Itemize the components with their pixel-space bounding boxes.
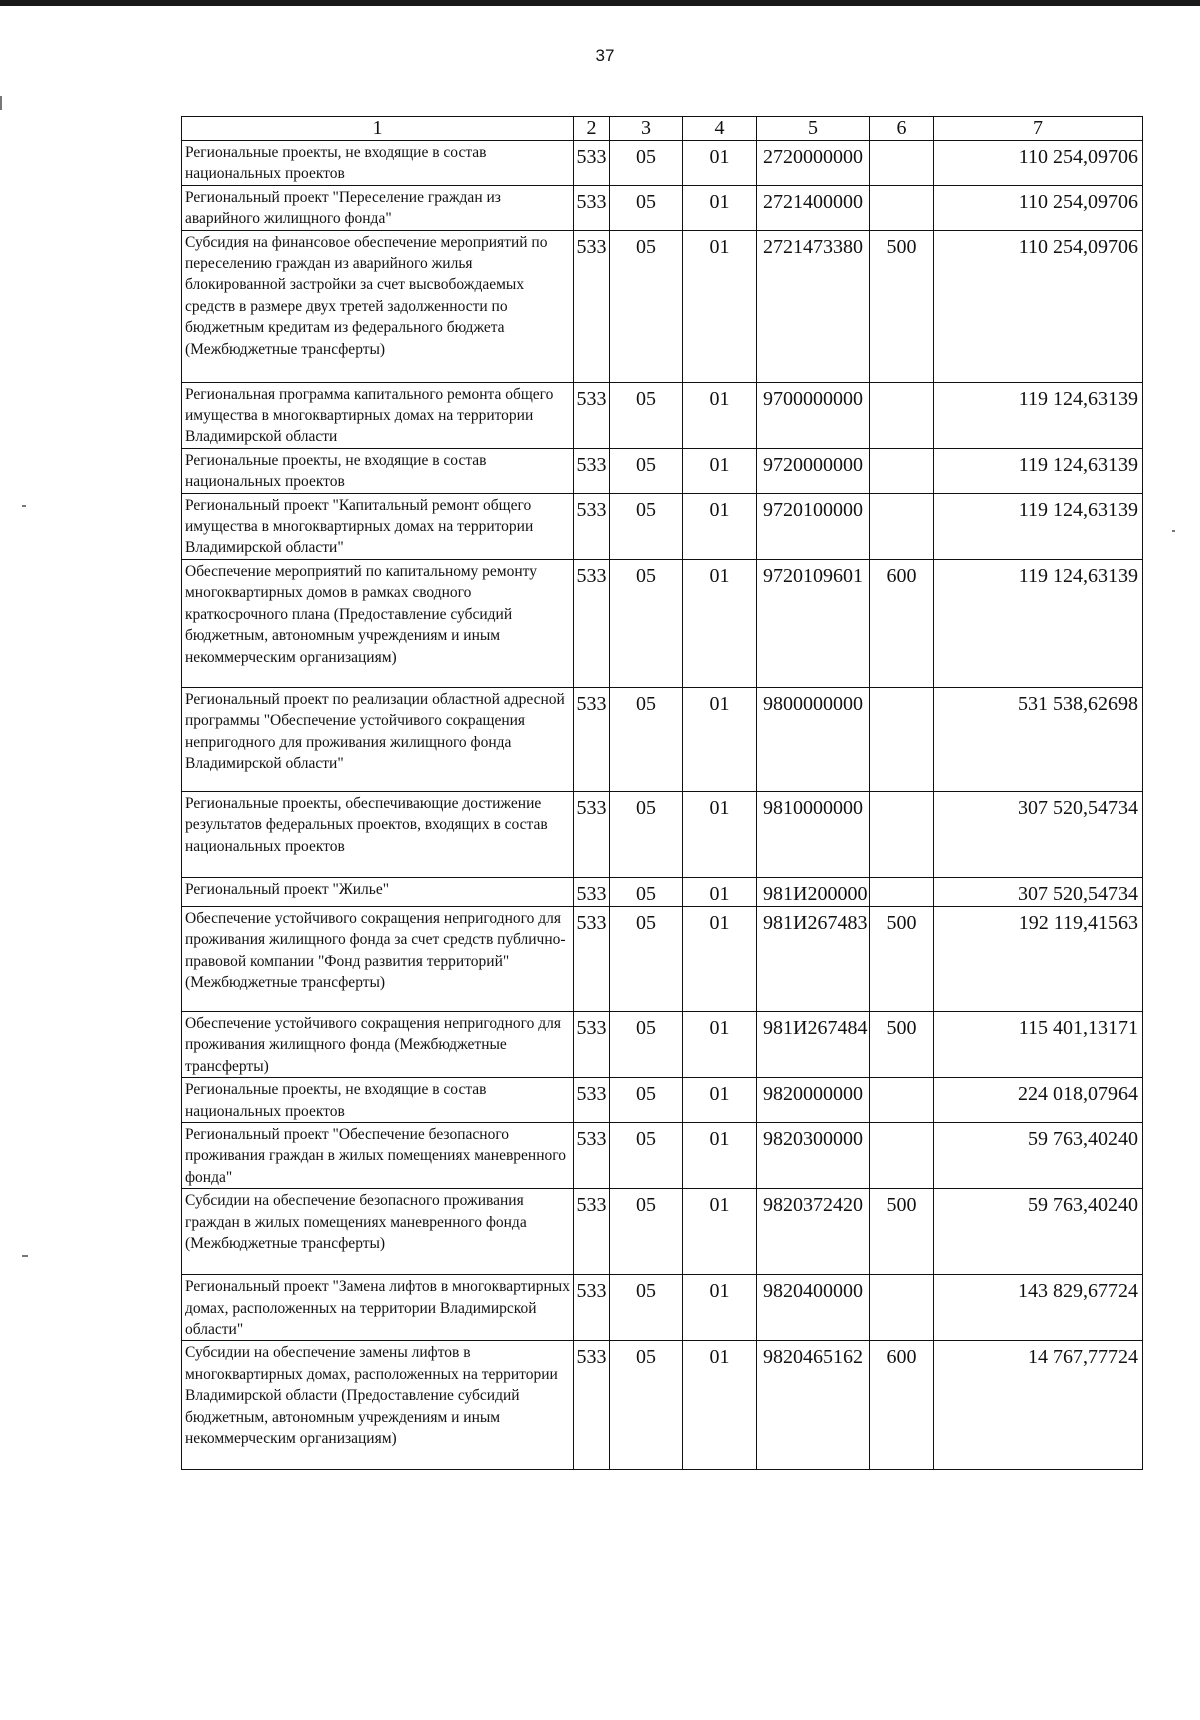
row-expense-type-cell: 500: [870, 1011, 934, 1077]
row-name-cell: Региональный проект по реализации областной адресной программы "Обеспечение устойчивого сокращения непригодного для проживания жилищного фонда Владимирской области": [182, 687, 574, 791]
row-amount-cell: 59 763,40240: [934, 1189, 1143, 1275]
row-expense-type-cell: [870, 791, 934, 877]
row-amount-cell: 14 767,77724: [934, 1341, 1143, 1470]
column-header: 1: [182, 117, 574, 141]
scan-mark: [22, 1255, 28, 1257]
row-name-cell: Обеспечение мероприятий по капитальному ремонту многоквартирных домов в рамках сводного краткосрочного плана (Предоставление субсидий бюджетным, автономным учреждениям и иным некоммерческим организациям): [182, 559, 574, 687]
row-name-cell: Региональный проект "Переселение граждан из аварийного жилищного фонда": [182, 185, 574, 230]
row-subsection-cell: 01: [683, 1122, 757, 1188]
row-admin-code-cell: 533: [574, 906, 610, 1011]
row-admin-code-cell: 533: [574, 141, 610, 186]
row-expense-type-cell: [870, 877, 934, 906]
table-row: [182, 382, 1143, 448]
row-section-cell: 05: [610, 493, 683, 559]
row-subsection-cell: 01: [683, 559, 757, 687]
row-amount-cell: 307 520,54734: [934, 791, 1143, 877]
row-section-cell: 05: [610, 1078, 683, 1123]
row-expense-type-cell: 600: [870, 559, 934, 687]
row-admin-code-cell: 533: [574, 1341, 610, 1470]
row-admin-code-cell: 533: [574, 1078, 610, 1123]
row-subsection-cell: 01: [683, 448, 757, 493]
row-expense-type-cell: [870, 1275, 934, 1341]
row-name-cell: Субсидии на обеспечение замены лифтов в многоквартирных домах, расположенных на территории Владимирской области (Предоставление субсидий бюджетным, автономным учреждениям и иным некоммерческим организациям): [182, 1341, 574, 1470]
row-target-article-cell: 981И267483: [757, 906, 870, 1011]
row-target-article-cell: 9720100000: [757, 493, 870, 559]
row-subsection-cell: 01: [683, 1189, 757, 1275]
row-target-article-cell: 9820400000: [757, 1275, 870, 1341]
page-number: 37: [595, 46, 615, 65]
row-section-cell: 05: [610, 141, 683, 186]
row-target-article-cell: 2720000000: [757, 141, 870, 186]
table-row: [182, 141, 1143, 186]
row-expense-type-cell: 600: [870, 1341, 934, 1470]
row-subsection-cell: 01: [683, 1078, 757, 1123]
table-row: [182, 185, 1143, 230]
row-admin-code-cell: 533: [574, 448, 610, 493]
row-admin-code-cell: 533: [574, 1011, 610, 1077]
row-section-cell: 05: [610, 1275, 683, 1341]
table-row: [182, 448, 1143, 493]
row-section-cell: 05: [610, 559, 683, 687]
row-target-article-cell: 2721473380: [757, 230, 870, 382]
row-amount-cell: 224 018,07964: [934, 1078, 1143, 1123]
budget-table: [181, 116, 1143, 1470]
column-header: 6: [870, 117, 934, 141]
table-row: [182, 1275, 1143, 1341]
row-subsection-cell: 01: [683, 230, 757, 382]
row-section-cell: 05: [610, 687, 683, 791]
row-name-cell: Региональный проект "Обеспечение безопасного проживания граждан в жилых помещениях маневренного фонда": [182, 1122, 574, 1188]
scan-mark: [22, 505, 26, 507]
row-subsection-cell: 01: [683, 1275, 757, 1341]
row-name-cell: Региональные проекты, не входящие в состав национальных проектов: [182, 141, 574, 186]
table-row: [182, 559, 1143, 687]
scan-mark: [0, 96, 2, 110]
row-name-cell: Региональный проект "Замена лифтов в многоквартирных домах, расположенных на территории Владимирской области": [182, 1275, 574, 1341]
row-expense-type-cell: 500: [870, 1189, 934, 1275]
row-amount-cell: 192 119,41563: [934, 906, 1143, 1011]
row-admin-code-cell: 533: [574, 791, 610, 877]
row-amount-cell: 119 124,63139: [934, 559, 1143, 687]
row-section-cell: 05: [610, 906, 683, 1011]
row-subsection-cell: 01: [683, 687, 757, 791]
row-expense-type-cell: [870, 382, 934, 448]
row-subsection-cell: 01: [683, 877, 757, 906]
row-target-article-cell: 9720109601: [757, 559, 870, 687]
row-expense-type-cell: [870, 1122, 934, 1188]
row-expense-type-cell: 500: [870, 230, 934, 382]
table-row: [182, 687, 1143, 791]
row-subsection-cell: 01: [683, 906, 757, 1011]
column-header: 7: [934, 117, 1143, 141]
row-section-cell: 05: [610, 1122, 683, 1188]
row-name-cell: Региональный проект "Жилье": [182, 877, 574, 906]
row-admin-code-cell: 533: [574, 1189, 610, 1275]
row-amount-cell: 59 763,40240: [934, 1122, 1143, 1188]
row-amount-cell: 119 124,63139: [934, 448, 1143, 493]
row-name-cell: Обеспечение устойчивого сокращения непригодного для проживания жилищного фонда (Межбюджетные трансферты): [182, 1011, 574, 1077]
row-subsection-cell: 01: [683, 1341, 757, 1470]
scan-top-edge: [0, 0, 1200, 6]
table-row: [182, 1341, 1143, 1470]
row-amount-cell: 307 520,54734: [934, 877, 1143, 906]
row-target-article-cell: 2721400000: [757, 185, 870, 230]
row-admin-code-cell: 533: [574, 687, 610, 791]
row-name-cell: Региональная программа капитального ремонта общего имущества в многоквартирных домах на территории Владимирской области: [182, 382, 574, 448]
row-target-article-cell: 9800000000: [757, 687, 870, 791]
row-expense-type-cell: [870, 687, 934, 791]
row-name-cell: Субсидии на обеспечение безопасного проживания граждан в жилых помещениях маневренного фонда (Межбюджетные трансферты): [182, 1189, 574, 1275]
row-amount-cell: 143 829,67724: [934, 1275, 1143, 1341]
row-amount-cell: 119 124,63139: [934, 493, 1143, 559]
row-admin-code-cell: 533: [574, 382, 610, 448]
row-admin-code-cell: 533: [574, 1275, 610, 1341]
row-admin-code-cell: 533: [574, 877, 610, 906]
row-subsection-cell: 01: [683, 1011, 757, 1077]
row-name-cell: Обеспечение устойчивого сокращения непригодного для проживания жилищного фонда за счет средств публично-правовой компании "Фонд развития территорий" (Межбюджетные трансферты): [182, 906, 574, 1011]
row-target-article-cell: 9810000000: [757, 791, 870, 877]
row-section-cell: 05: [610, 1189, 683, 1275]
row-target-article-cell: 981И200000: [757, 877, 870, 906]
column-header: 3: [610, 117, 683, 141]
column-header: 2: [574, 117, 610, 141]
row-section-cell: 05: [610, 1341, 683, 1470]
row-target-article-cell: 9820465162: [757, 1341, 870, 1470]
table-row: [182, 1122, 1143, 1188]
row-amount-cell: 110 254,09706: [934, 185, 1143, 230]
row-amount-cell: 110 254,09706: [934, 230, 1143, 382]
row-amount-cell: 115 401,13171: [934, 1011, 1143, 1077]
row-name-cell: Региональные проекты, обеспечивающие достижение результатов федеральных проектов, входящих в состав национальных проектов: [182, 791, 574, 877]
row-name-cell: Региональные проекты, не входящие в состав национальных проектов: [182, 1078, 574, 1123]
table-row: [182, 906, 1143, 1011]
table-header-row: [182, 117, 1143, 141]
table-row: [182, 1011, 1143, 1077]
row-section-cell: 05: [610, 448, 683, 493]
row-target-article-cell: 9820300000: [757, 1122, 870, 1188]
row-target-article-cell: 981И267484: [757, 1011, 870, 1077]
row-admin-code-cell: 533: [574, 493, 610, 559]
row-section-cell: 05: [610, 382, 683, 448]
row-amount-cell: 531 538,62698: [934, 687, 1143, 791]
row-expense-type-cell: [870, 1078, 934, 1123]
row-expense-type-cell: [870, 141, 934, 186]
column-header: 5: [757, 117, 870, 141]
row-amount-cell: 110 254,09706: [934, 141, 1143, 186]
row-target-article-cell: 9820372420: [757, 1189, 870, 1275]
row-target-article-cell: 9720000000: [757, 448, 870, 493]
table-row: [182, 791, 1143, 877]
row-section-cell: 05: [610, 791, 683, 877]
scan-mark: [1172, 530, 1175, 532]
table-row: [182, 493, 1143, 559]
row-expense-type-cell: [870, 185, 934, 230]
row-name-cell: Региональный проект "Капитальный ремонт общего имущества в многоквартирных домах на территории Владимирской области": [182, 493, 574, 559]
row-section-cell: 05: [610, 185, 683, 230]
row-target-article-cell: 9820000000: [757, 1078, 870, 1123]
row-subsection-cell: 01: [683, 382, 757, 448]
row-target-article-cell: 9700000000: [757, 382, 870, 448]
row-admin-code-cell: 533: [574, 559, 610, 687]
row-section-cell: 05: [610, 230, 683, 382]
row-subsection-cell: 01: [683, 791, 757, 877]
row-subsection-cell: 01: [683, 185, 757, 230]
table-row: [182, 230, 1143, 382]
row-name-cell: Региональные проекты, не входящие в состав национальных проектов: [182, 448, 574, 493]
column-header: 4: [683, 117, 757, 141]
row-amount-cell: 119 124,63139: [934, 382, 1143, 448]
row-expense-type-cell: [870, 448, 934, 493]
row-subsection-cell: 01: [683, 141, 757, 186]
row-admin-code-cell: 533: [574, 185, 610, 230]
row-admin-code-cell: 533: [574, 1122, 610, 1188]
row-admin-code-cell: 533: [574, 230, 610, 382]
row-name-cell: Субсидия на финансовое обеспечение мероприятий по переселению граждан из аварийного жилья блокированной застройки за счет высвобождаемых средств в размере двух третей задолженности по бюджетным кредитам из федерального бюджета (Межбюджетные трансферты): [182, 230, 574, 382]
row-expense-type-cell: [870, 493, 934, 559]
row-section-cell: 05: [610, 1011, 683, 1077]
table-row: [182, 1078, 1143, 1123]
table-row: [182, 877, 1143, 906]
row-subsection-cell: 01: [683, 493, 757, 559]
row-section-cell: 05: [610, 877, 683, 906]
table-row: [182, 1189, 1143, 1275]
row-expense-type-cell: 500: [870, 906, 934, 1011]
